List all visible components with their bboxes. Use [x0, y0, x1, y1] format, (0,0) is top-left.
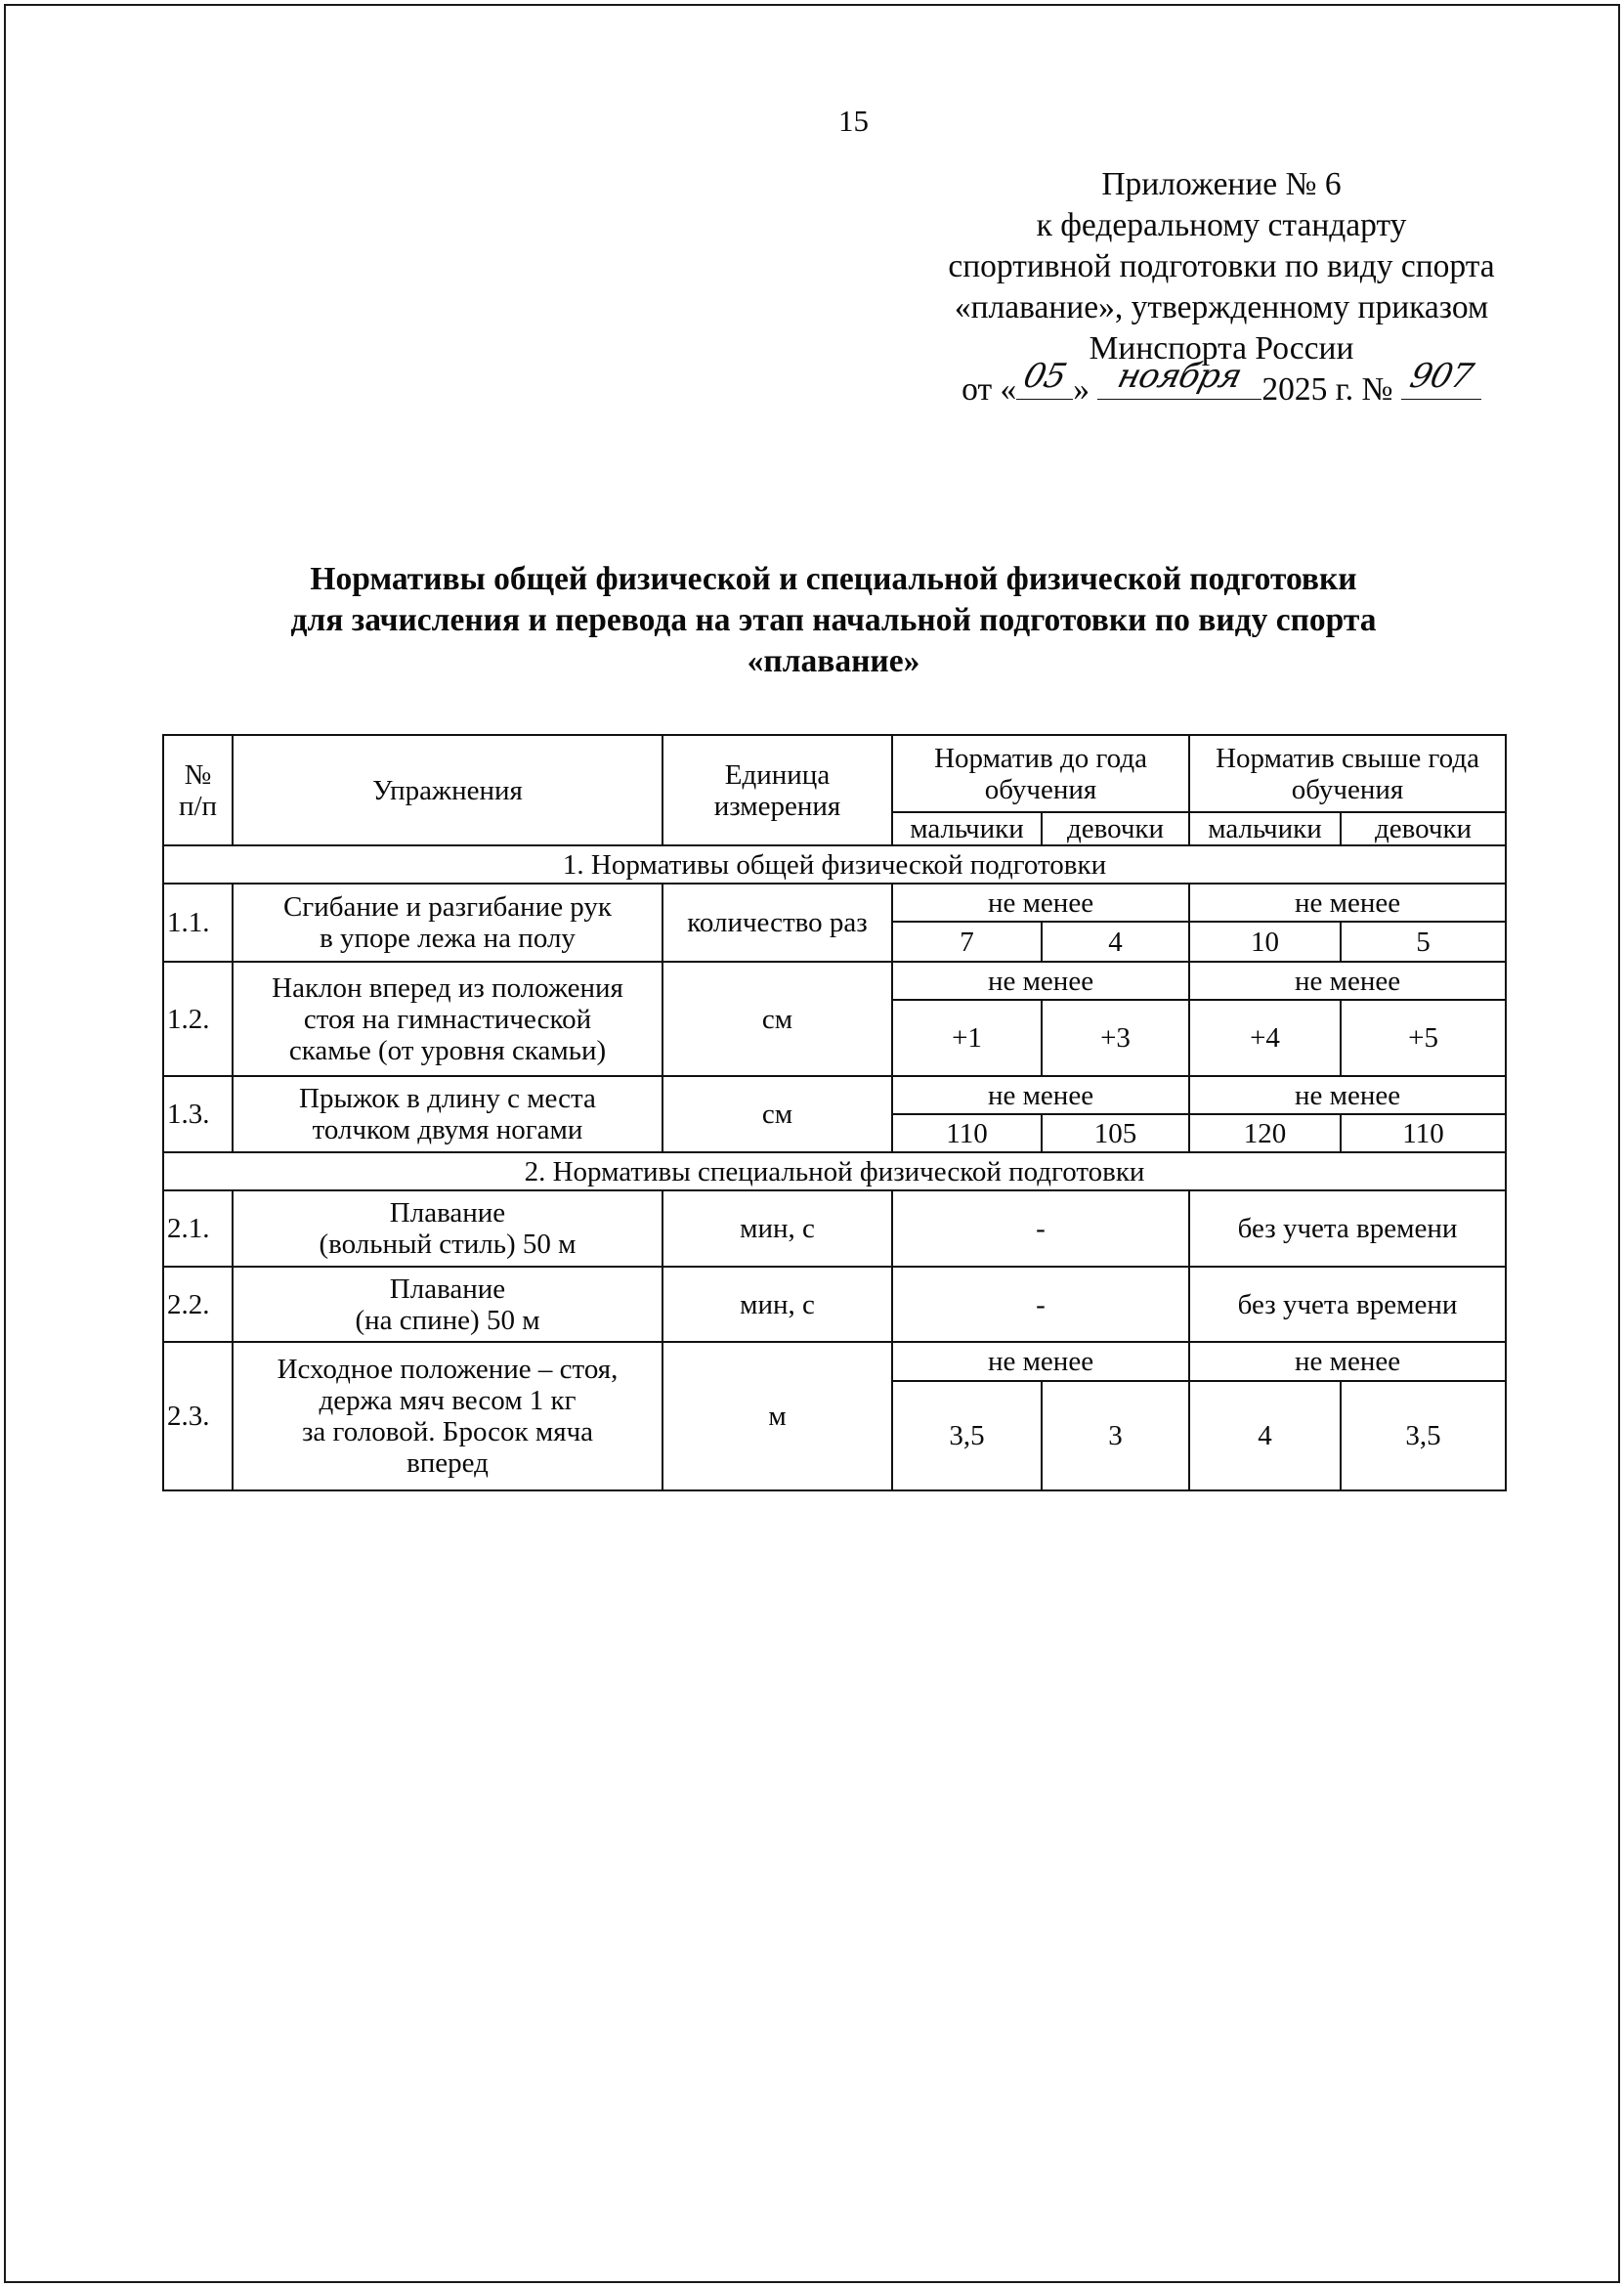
header-text: Единица [724, 758, 831, 791]
table-row [163, 962, 1506, 1000]
table-row [163, 1076, 1506, 1114]
exercise-text: толчком двумя ногами [312, 1114, 583, 1145]
exercise-text: стоя на гимнастической [303, 1003, 592, 1035]
row-number: 2.2. [163, 1267, 233, 1342]
header-num [163, 735, 233, 845]
section-title: 2. Нормативы специальной физической подготовки [163, 1152, 1506, 1190]
table-row [163, 884, 1506, 922]
row-number: 2.1. [163, 1190, 233, 1267]
header-text: № [184, 758, 212, 791]
table-header-row [163, 735, 1506, 812]
header-group-under-one-year [892, 735, 1189, 812]
header-text: измерения [713, 790, 841, 822]
value-cell: 3 [1042, 1381, 1189, 1490]
value-cell: 5 [1341, 922, 1506, 962]
order-mid: » [1073, 371, 1090, 408]
exercise-cell [233, 884, 662, 962]
qualifier-cell: не менее [1189, 1076, 1506, 1114]
document-title [162, 559, 1505, 682]
exercise-cell [233, 962, 662, 1076]
exercise-text: Исходное положение – стоя, [277, 1354, 619, 1385]
unit-cell: мин, с [662, 1267, 892, 1342]
header-boys: мальчики [892, 812, 1042, 845]
unit-cell: см [662, 962, 892, 1076]
header-text: Норматив свыше года [1216, 742, 1479, 774]
exercise-text: Плавание [389, 1197, 506, 1229]
header-girls: девочки [1042, 812, 1189, 845]
order-date-line [879, 357, 1563, 410]
appendix-line: к федеральному стандарту [1036, 207, 1407, 243]
exercise-text: Прыжок в длину с места [299, 1083, 596, 1114]
exercise-cell [233, 1190, 662, 1267]
qualifier-cell: не менее [1189, 1342, 1506, 1381]
value-cell: +3 [1042, 1000, 1189, 1076]
value-cell: 10 [1189, 922, 1341, 962]
value-cell: - [892, 1190, 1189, 1267]
title-line: Нормативы общей физической и специальной физической подготовки [310, 561, 1357, 597]
value-cell: 7 [892, 922, 1042, 962]
value-cell: 3,5 [892, 1381, 1042, 1490]
qualifier-cell: не менее [892, 1076, 1189, 1114]
exercise-cell [233, 1342, 662, 1490]
table-row [163, 1342, 1506, 1381]
title-line: «плавание» [747, 643, 920, 679]
value-cell: 110 [1341, 1114, 1506, 1152]
unit-cell: мин, с [662, 1190, 892, 1267]
norms-table [162, 734, 1507, 1491]
appendix-line: спортивной подготовки по виду спорта [948, 248, 1495, 284]
header-text: обучения [1291, 773, 1404, 805]
order-day-blank [1016, 357, 1073, 400]
order-month-blank [1097, 357, 1261, 400]
order-prefix: от « [962, 371, 1017, 408]
table-row [163, 1190, 1506, 1267]
order-number-handwritten: 907 [1405, 357, 1476, 396]
value-cell: 3,5 [1341, 1381, 1506, 1490]
order-number-blank [1401, 357, 1481, 400]
exercise-text: держа мяч весом 1 кг [319, 1385, 577, 1416]
order-day-handwritten: 05 [1019, 357, 1070, 396]
appendix-line: Минспорта России [1089, 330, 1354, 367]
exercise-text: Сгибание и разгибание рук [282, 891, 613, 923]
header-boys: мальчики [1189, 812, 1341, 845]
row-number: 1.1. [163, 884, 233, 962]
appendix-header [879, 164, 1563, 410]
exercise-text: (на спине) 50 м [355, 1304, 540, 1336]
value-cell: - [892, 1267, 1189, 1342]
qualifier-cell: не менее [892, 962, 1189, 1000]
header-group-over-one-year [1189, 735, 1506, 812]
row-number: 1.3. [163, 1076, 233, 1152]
section-row [163, 1152, 1506, 1190]
value-cell: +5 [1341, 1000, 1506, 1076]
table-row [163, 1267, 1506, 1342]
header-unit [662, 735, 892, 845]
appendix-line: «плавание», утвержденному приказом [954, 289, 1489, 325]
order-year: 2025 г. № [1261, 371, 1393, 408]
exercise-cell [233, 1267, 662, 1342]
value-cell: 4 [1042, 922, 1189, 962]
value-cell: +4 [1189, 1000, 1341, 1076]
header-text: Норматив до года [934, 742, 1147, 774]
header-text: п/п [178, 790, 218, 822]
exercise-text: в упоре лежа на полу [320, 923, 576, 954]
qualifier-cell: не менее [892, 884, 1189, 922]
header-exercise: Упражнения [233, 735, 662, 845]
qualifier-cell: не менее [1189, 884, 1506, 922]
exercise-cell [233, 1076, 662, 1152]
header-text: обучения [984, 773, 1097, 805]
unit-cell: м [662, 1342, 892, 1490]
section-row [163, 845, 1506, 884]
value-cell: 105 [1042, 1114, 1189, 1152]
qualifier-cell: не менее [892, 1342, 1189, 1381]
exercise-text: вперед [406, 1447, 489, 1479]
appendix-title: Приложение № 6 [1101, 166, 1342, 202]
section-title: 1. Нормативы общей физической подготовки [163, 845, 1506, 884]
unit-cell: количество раз [662, 884, 892, 962]
row-number: 1.2. [163, 962, 233, 1076]
value-cell: 110 [892, 1114, 1042, 1152]
value-cell: 120 [1189, 1114, 1341, 1152]
exercise-text: за головой. Бросок мяча [301, 1416, 594, 1447]
page-number: 15 [838, 104, 869, 138]
exercise-text: (вольный стиль) 50 м [319, 1229, 577, 1260]
value-cell: без учета времени [1189, 1267, 1506, 1342]
exercise-text: Наклон вперед из положения [272, 971, 623, 1004]
value-cell: +1 [892, 1000, 1042, 1076]
order-month-handwritten: ноября [1114, 357, 1246, 396]
unit-cell: см [662, 1076, 892, 1152]
exercise-text: Плавание [389, 1273, 506, 1305]
title-line: для зачисления и перевода на этап начальной подготовки по виду спорта [290, 602, 1377, 638]
value-cell: 4 [1189, 1381, 1341, 1490]
exercise-text: скамье (от уровня скамьи) [288, 1034, 607, 1066]
value-cell: без учета времени [1189, 1190, 1506, 1267]
row-number: 2.3. [163, 1342, 233, 1490]
qualifier-cell: не менее [1189, 962, 1506, 1000]
header-girls: девочки [1341, 812, 1506, 845]
